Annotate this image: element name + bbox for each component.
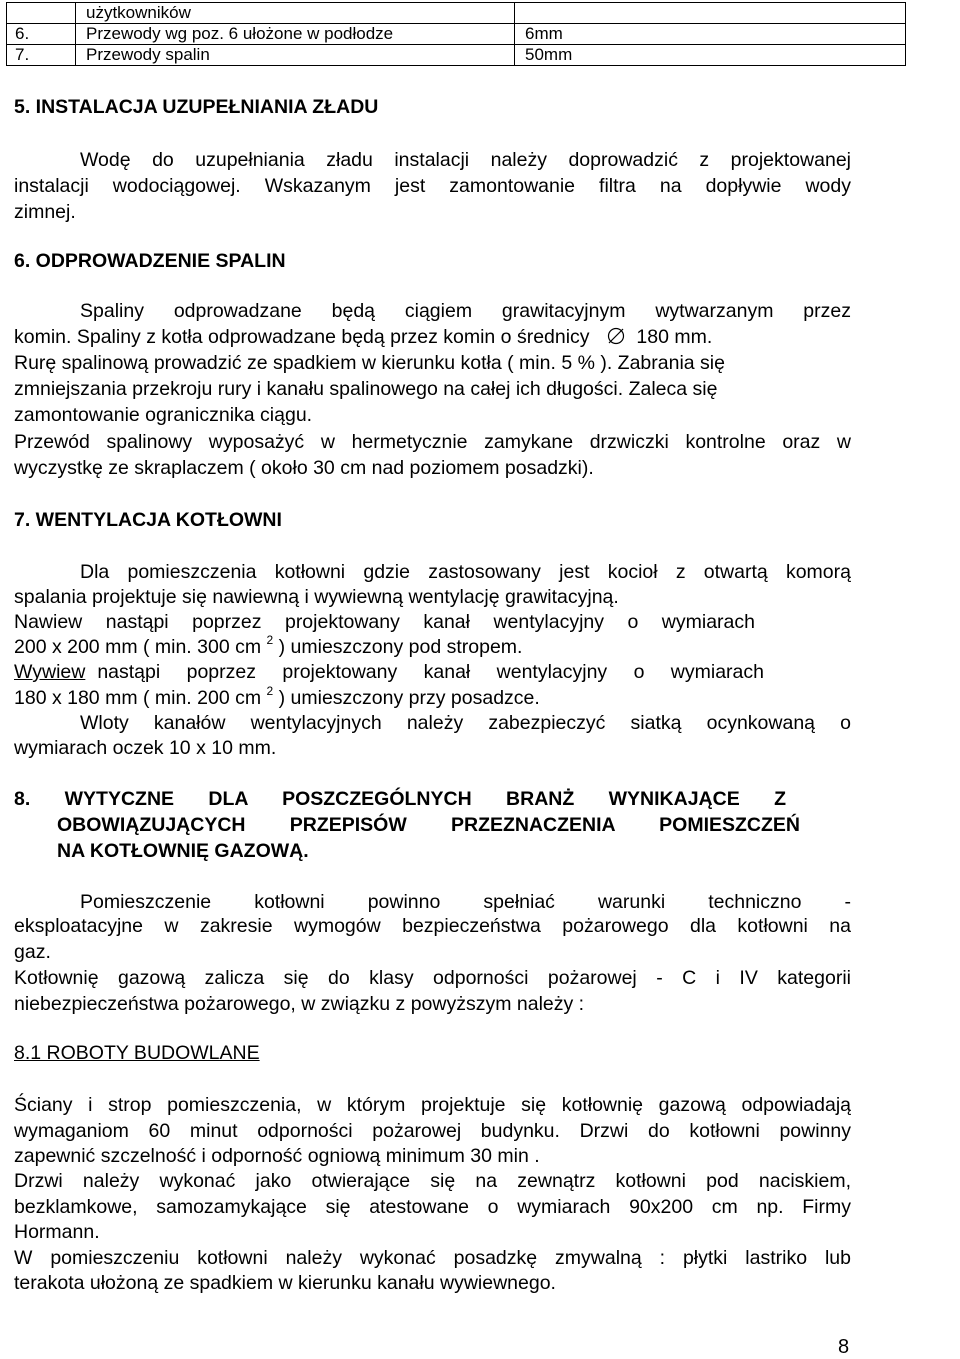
paragraph-line: Wodę do uzupełniania zładu instalacji należy doprowadzić z projektowanej (80, 149, 851, 171)
paragraph-line: Spaliny odprowadzane będą ciągiem grawitacyjnym wytwarzanym przez (80, 300, 851, 322)
paragraph-line: wyczystkę ze skraplaczem ( około 30 cm nad poziomem posadzki). (14, 457, 594, 479)
paragraph-line: Rurę spalinową prowadzić ze spadkiem w kierunku kotła ( min. 5 % ). Zabrania się (14, 352, 725, 374)
paragraph-line: zapewnić szczelność i odporność ogniową minimum 30 min . (14, 1145, 540, 1167)
paragraph-text: nastąpi poprzez projektowany kanał wentylacyjny o wymiarach (97, 661, 764, 683)
paragraph-line (14, 635, 522, 659)
page-number: 8 (838, 1336, 850, 1358)
table-cell-value: 50mm (515, 45, 906, 66)
paragraph-line: instalacji wodociągowej. Wskazanym jest zamontowanie filtra na dopływie wody (14, 175, 851, 197)
paragraph-line: W pomieszczeniu kotłowni należy wykonać posadzkę zmywalną : płytki lastriko lub (14, 1247, 851, 1269)
diameter-symbol-icon (607, 327, 625, 345)
paragraph-line: Hormann. (14, 1221, 100, 1243)
paragraph-line: Wloty kanałów wentylacyjnych należy zabezpieczyć siatką ocynkowaną o (80, 712, 851, 734)
paragraph-line: wymiarach oczek 10 x 10 mm. (14, 737, 277, 759)
table-cell-no: 6. (7, 24, 76, 45)
table-cell-no (7, 3, 76, 24)
paragraph-text: ) umieszczony pod stropem. (278, 636, 523, 658)
table-cell-item: użytkowników (76, 3, 515, 24)
paragraph-line: zamontowanie ogranicznika ciągu. (14, 404, 313, 426)
paragraph-line (14, 686, 540, 710)
section-8-1-heading: 8.1 ROBOTY BUDOWLANE (14, 1042, 260, 1064)
paragraph-line (14, 660, 764, 684)
table-row (7, 24, 906, 45)
paragraph-line: Drzwi należy wykonać jako otwierające się na zewnątrz kotłowni pod naciskiem, (14, 1170, 851, 1192)
section-8-heading: 8. WYTYCZNE DLA POSZCZEGÓLNYCH BRANŻ WYNIKAJĄCE Z (14, 788, 786, 810)
paragraph-line: Ściany i strop pomieszczenia, w którym projektuje się kotłownię gazową odpowiadają (14, 1094, 851, 1116)
paragraph-line: zmniejszania przekroju rury i kanału spalinowego na całej ich długości. Zaleca się (14, 378, 718, 400)
paragraph-text: 180 x 180 mm ( min. 200 cm (14, 687, 262, 709)
paragraph-line: Przewód spalinowy wyposażyć w hermetycznie zamykane drzwiczki kontrolne oraz w (14, 431, 851, 453)
section-8-heading: OBOWIĄZUJĄCYCH PRZEPISÓW PRZEZNACZENIA POMIESZCZEŃ (57, 814, 800, 836)
paragraph-text: ) umieszczony przy posadzce. (278, 687, 540, 709)
paragraph-line: Pomieszczenie kotłowni powinno spełniać warunki techniczno - (80, 891, 851, 913)
superscript: 2 (266, 684, 274, 698)
paragraph-line (14, 325, 712, 349)
paragraph-line: wymaganiom 60 minut odporności pożarowej budynku. Drzwi do kotłowni powinny (14, 1120, 851, 1142)
paragraph-text: 200 x 200 mm ( min. 300 cm (14, 636, 262, 658)
pipe-dimensions-table (6, 2, 906, 66)
section-6-heading: 6. ODPROWADZENIE SPALIN (14, 250, 286, 272)
paragraph-line: spalania projektuje się nawiewną i wywiewną wentylację grawitacyjną. (14, 586, 619, 608)
section-7-heading: 7. WENTYLACJA KOTŁOWNI (14, 509, 282, 531)
paragraph-line: zimnej. (14, 201, 76, 223)
paragraph-text: 180 mm. (636, 326, 713, 348)
table-row (7, 3, 906, 24)
table-cell-item: Przewody spalin (76, 45, 515, 66)
paragraph-text: Wywiew (14, 661, 86, 683)
paragraph-line: Kotłownię gazową zalicza się do klasy odporności pożarowej - C i IV kategorii (14, 967, 851, 989)
paragraph-line: eksploatacyjne w zakresie wymogów bezpieczeństwa pożarowego dla kotłowni na (14, 915, 851, 937)
paragraph-line: gaz. (14, 941, 51, 963)
table-row (7, 45, 906, 66)
paragraph-line: bezklamkowe, samozamykające się atestowane o wymiarach 90x200 cm np. Firmy (14, 1196, 851, 1218)
table-cell-value (515, 3, 906, 24)
paragraph-line: terakota ułożoną ze spadkiem w kierunku kanału wywiewnego. (14, 1272, 556, 1294)
table-cell-no: 7. (7, 45, 76, 66)
paragraph-line: Nawiew nastąpi poprzez projektowany kanał wentylacyjny o wymiarach (14, 611, 755, 633)
table-cell-value: 6mm (515, 24, 906, 45)
superscript: 2 (266, 633, 274, 647)
paragraph-line: niebezpieczeństwa pożarowego, w związku z powyższym należy : (14, 993, 585, 1015)
paragraph-text: komin. Spaliny z kotła odprowadzane będą przez komin o średnicy (14, 326, 590, 348)
section-5-heading: 5. INSTALACJA UZUPEŁNIANIA ZŁADU (14, 96, 379, 118)
section-8-heading: NA KOTŁOWNIĘ GAZOWĄ. (57, 840, 309, 862)
paragraph-line: Dla pomieszczenia kotłowni gdzie zastosowany jest kocioł z otwartą komorą (80, 561, 851, 583)
table-cell-item: Przewody wg poz. 6 ułożone w podłodze (76, 24, 515, 45)
